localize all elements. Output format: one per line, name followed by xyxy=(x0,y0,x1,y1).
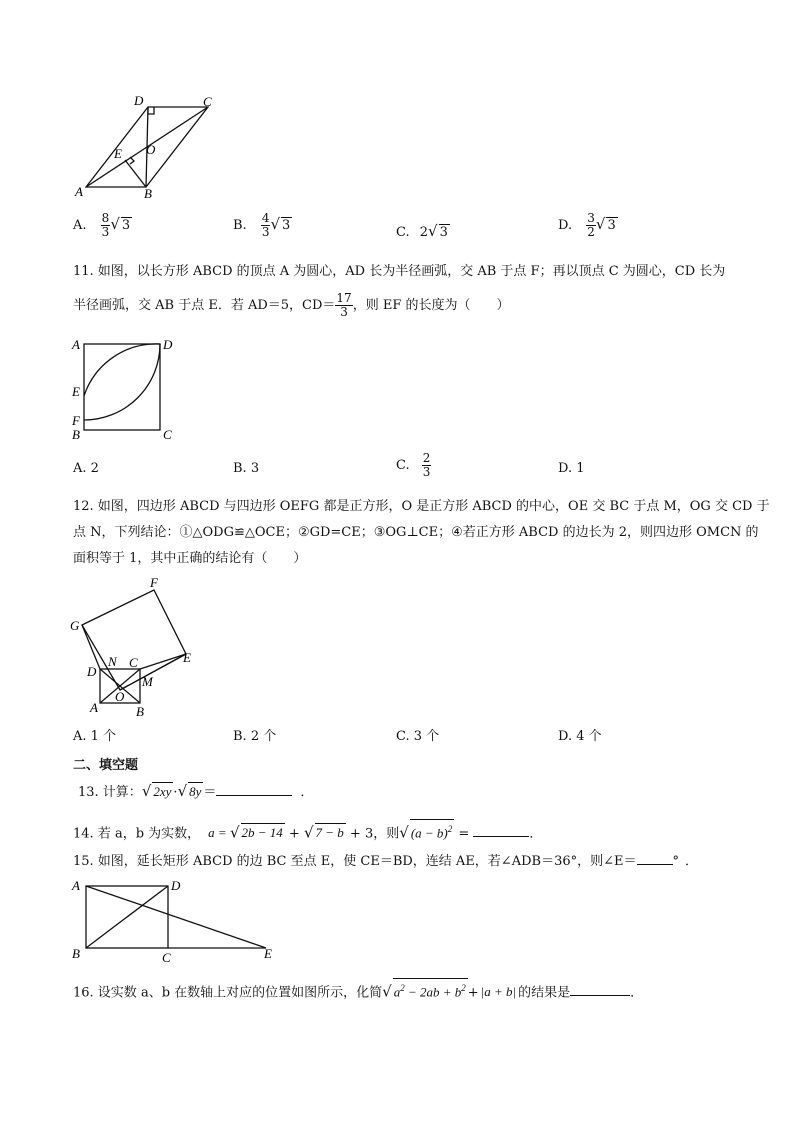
q11-label-D: D xyxy=(163,337,173,352)
q12-option-b[interactable]: B. 2 个 xyxy=(233,729,277,744)
q12-label-E: E xyxy=(183,650,191,665)
q10-label-D: D xyxy=(134,93,144,108)
q10-label-B: B xyxy=(144,186,152,201)
q11-label-C: C xyxy=(163,427,172,442)
q12-label-O: O xyxy=(115,689,125,704)
q11-label-F: F xyxy=(72,413,80,428)
q10-option-d[interactable]: D. $\frac{3}{2}$ √ 3 xyxy=(558,211,616,239)
q14: 14. 若 a，b 为实数， a = √ 2b − 14 + √ 7 − b + 3，则√ $(a - b)^2$ = ． xyxy=(73,819,542,843)
q12-label-C: C xyxy=(129,655,138,670)
q12-line3: 面积等于 1，其中正确的结论有（ ） xyxy=(73,551,307,566)
q11-option-b[interactable]: B. 3 xyxy=(233,461,260,476)
q13: 13. 计算：√ 2xy ·√ 8y ＝ ． xyxy=(78,782,314,800)
q12-label-F: F xyxy=(150,575,158,590)
q11-option-d[interactable]: D. 1 xyxy=(558,461,585,476)
q10-label-E: E xyxy=(114,146,122,161)
q11-label-E: E xyxy=(72,384,80,399)
q12-label-G: G xyxy=(70,618,80,633)
q10-label-C: C xyxy=(203,94,212,109)
q11-label-B: B xyxy=(72,427,80,442)
q12-label-N: N xyxy=(108,654,117,669)
q11-label-A: A xyxy=(72,337,80,352)
q15-label-B: B xyxy=(72,946,80,961)
q12-option-a[interactable]: A. 1 个 xyxy=(73,729,117,744)
q15-label-C: C xyxy=(162,950,171,964)
q10-option-b[interactable]: B. $\frac{4}{3}$ √ 3 xyxy=(233,211,291,239)
q11-line1: 11. 如图，以长方形 ABCD 的顶点 A 为圆心，AD 长为半径画弧，交 AB 于点 F；再以顶点 C 为圆心，CD 长为 xyxy=(73,264,726,279)
q11-option-a[interactable]: A. 2 xyxy=(73,461,99,476)
q12-line1: 12. 如图，四边形 ABCD 与四边形 OEFG 都是正方形，O 是正方形 ABCD 的中心，OE 交 BC 于点 M，OG 交 CD 于 xyxy=(73,499,770,514)
q16: 16. 设实数 a、b 在数轴上对应的位置如图所示，化简√ $a^2 - 2ab + b^2 + |a + b|$ 的结果是 ． xyxy=(73,978,643,1002)
q10-option-a[interactable]: A. $\frac{8}{3}$ √ 3 xyxy=(73,211,131,239)
q12-line2: 点 N，下列结论：①△ODG≌△OCE；②GD=CE；③OG⊥CE；④若正方形 ABCD 的边长为 2，则四边形 OMCN 的 xyxy=(73,525,759,540)
q15-figure xyxy=(68,874,288,964)
q12-label-D: D xyxy=(87,664,97,679)
q12-label-B: B xyxy=(136,704,144,719)
q15: 15. 如图，延长矩形 ABCD 的边 BC 至点 E，使 CE＝BD，连结 AE，若∠ADB＝36°，则∠E＝ ° ． xyxy=(73,854,699,869)
q10-label-A: A xyxy=(75,184,83,199)
q11-line2: 半径画弧，交 AB 于点 E．若 AD＝5，CD＝ $\frac{17}{3}$ ，则 EF 的长度为（ ） xyxy=(73,291,510,319)
q12-label-M: M xyxy=(142,674,153,689)
q10-option-c[interactable]: C. 2√ 3 xyxy=(396,222,448,240)
q13-answer-blank[interactable] xyxy=(216,795,292,796)
q15-label-E: E xyxy=(264,946,272,961)
q11-figure xyxy=(68,334,188,444)
q16-answer-blank[interactable] xyxy=(570,995,630,996)
q10-label-O: O xyxy=(146,142,156,157)
q15-label-A: A xyxy=(72,878,80,893)
q15-answer-blank[interactable] xyxy=(637,864,673,865)
q12-figure xyxy=(66,574,206,720)
q12-option-d[interactable]: D. 4 个 xyxy=(558,729,602,744)
q12-label-A: A xyxy=(90,700,98,715)
q15-label-D: D xyxy=(171,878,181,893)
q11-option-c[interactable]: C. $\frac{2}{3}$ xyxy=(396,451,431,479)
section-fill-in-blank-heading: 二、填空题 xyxy=(73,758,139,773)
q10-figure xyxy=(70,92,230,202)
q12-option-c[interactable]: C. 3 个 xyxy=(396,729,440,744)
q14-answer-blank[interactable] xyxy=(473,836,529,837)
